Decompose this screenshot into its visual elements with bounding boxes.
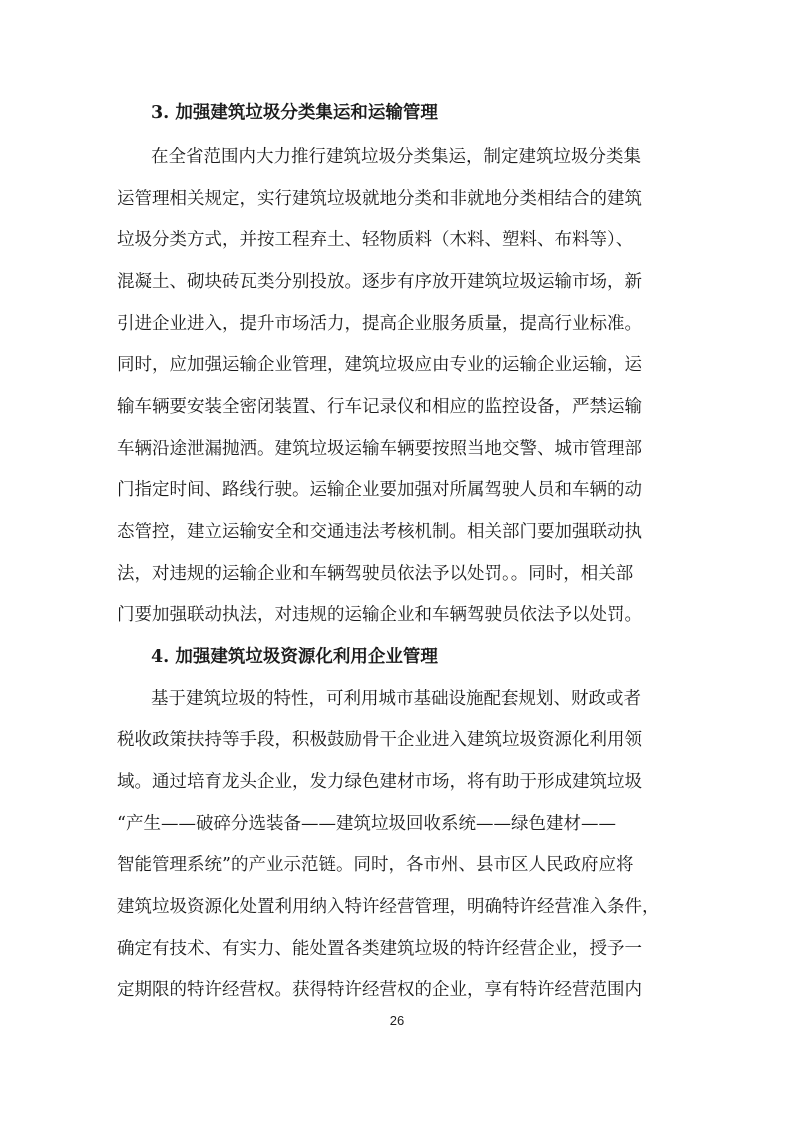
paragraph-line: 智能管理系统”的产业示范链。同时，各市州、县市区人民政府应将 [117,855,634,875]
section-3-heading: 3. 加强建筑垃圾分类集运和运输管理 [151,103,438,123]
paragraph-line: 车辆沿途泄漏抛洒。建筑垃圾运输车辆要按照当地交警、城市管理部 [117,439,642,459]
paragraph-line: 基于建筑垃圾的特性，可利用城市基础设施配套规划、财政或者 [151,689,641,709]
paragraph-line: 定期限的特许经营权。获得特许经营权的企业，享有特许经营范围内 [117,980,642,1000]
paragraph-line: 运管理相关规定，实行建筑垃圾就地分类和非就地分类相结合的建筑 [117,189,642,209]
paragraph-line: 域。通过培育龙头企业，发力绿色建材市场，将有助于形成建筑垃圾 [117,772,642,792]
paragraph-line: 同时，应加强运输企业管理，建筑垃圾应由专业的运输企业运输，运 [117,355,642,375]
paragraph-line: 确定有技术、有实力、能处置各类建筑垃圾的特许经营企业，授予一 [117,939,642,959]
paragraph-line: 建筑垃圾资源化处置利用纳入特许经营管理，明确特许经营准入条件， [117,897,660,917]
section-4-heading: 4. 加强建筑垃圾资源化利用企业管理 [151,647,438,667]
paragraph-line: 税收政策扶持等手段，积极鼓励骨干企业进入建筑垃圾资源化利用领 [117,730,642,750]
paragraph-line: 混凝土、砌块砖瓦类分别投放。逐步有序放开建筑垃圾运输市场，新 [117,272,642,292]
paragraph-line: 法，对违规的运输企业和车辆驾驶员依法予以处罚。。同时，相关部 [117,564,634,584]
paragraph-line: 门要加强联动执法，对违规的运输企业和车辆驾驶员依法予以处罚。 [117,605,642,625]
paragraph-line: 垃圾分类方式，并按工程弃土、轻物质料（木料、塑料、布料等）、 [117,230,634,250]
paragraph-line: 态管控，建立运输安全和交通违法考核机制。相关部门要加强联动执 [117,522,642,542]
paragraph-line: 门指定时间、路线行驶。运输企业要加强对所属驾驶人员和车辆的动 [117,480,642,500]
paragraph-line: “产生——破碎分选装备——建筑垃圾回收系统——绿色建材—— [117,814,616,834]
page-number: 26 [389,1013,405,1028]
paragraph-line: 引进企业进入，提升市场活力，提高企业服务质量，提高行业标准。 [117,314,642,334]
paragraph-line: 在全省范围内大力推行建筑垃圾分类集运，制定建筑垃圾分类集 [151,147,641,167]
paragraph-line: 输车辆要安装全密闭装置、行车记录仪和相应的监控设备，严禁运输 [117,397,642,417]
